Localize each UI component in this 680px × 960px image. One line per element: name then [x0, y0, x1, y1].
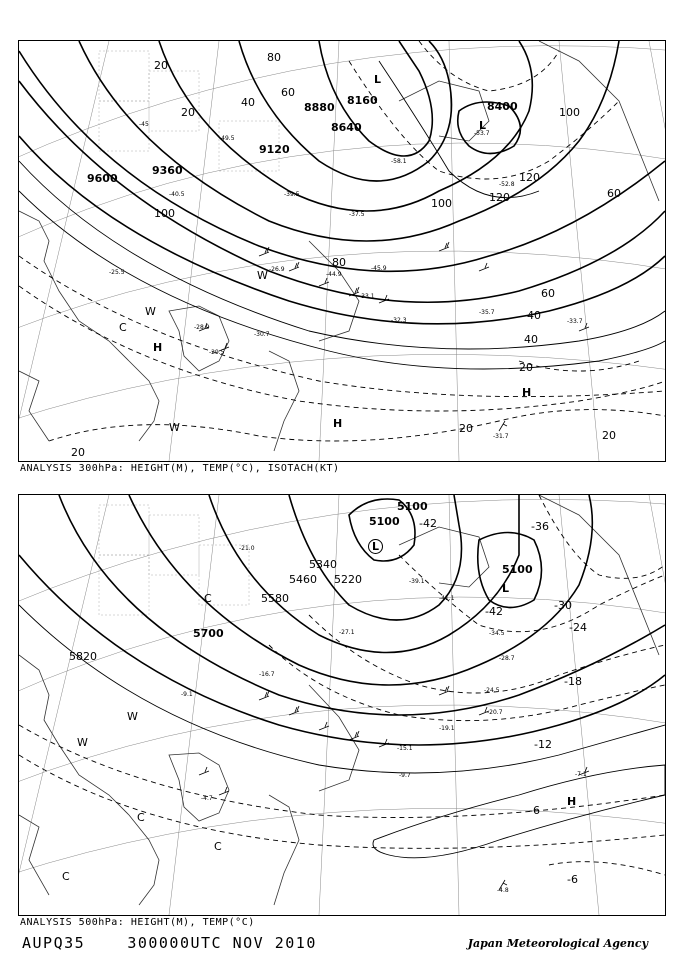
- high-center: H: [522, 386, 532, 399]
- temperature-label: -15.1: [397, 745, 413, 752]
- cold-center: C: [62, 870, 70, 883]
- temperature-label: -19.1: [439, 725, 455, 732]
- wind-barbs: [199, 686, 589, 890]
- height-label: 8400: [487, 100, 518, 113]
- temperature-label: -39.1: [409, 578, 425, 585]
- map-panel-500hpa: [18, 494, 666, 916]
- height-label: 5220: [334, 573, 362, 586]
- isotherm-label: -24: [569, 621, 587, 634]
- isotach-label: 40: [527, 309, 541, 322]
- hatch-region: [99, 505, 249, 615]
- isotach-label: 20: [154, 59, 168, 72]
- temperature-label: -45.9: [371, 265, 387, 272]
- temperature-label: -33.1: [359, 293, 375, 300]
- temperature-label: -20.7: [487, 709, 503, 716]
- panel-caption-300hpa: ANALYSIS 300hPa: HEIGHT(M), TEMP(°C), ISOTACH(KT): [20, 463, 340, 474]
- temperature-label: -16.7: [259, 671, 275, 678]
- graticule: [19, 41, 665, 461]
- isotach-label: 40: [524, 333, 538, 346]
- height-label: 9360: [152, 164, 183, 177]
- temperature-label: -21.0: [239, 545, 255, 552]
- height-label: 5100: [369, 515, 400, 528]
- isotherm-label: -12: [534, 738, 552, 751]
- height-label: 9600: [87, 172, 118, 185]
- isotach-label: 60: [607, 187, 621, 200]
- temperature-label: -9.1: [181, 691, 193, 698]
- height-label: 5460: [289, 573, 317, 586]
- height-label: 8160: [347, 94, 378, 107]
- low-center: L: [368, 539, 383, 554]
- temperature-label: -7.1: [575, 771, 587, 778]
- warm-center: W: [77, 736, 88, 749]
- temperature-label: -44.9: [326, 271, 342, 278]
- isotherm-label: -42: [419, 517, 437, 530]
- high-center: H: [333, 417, 343, 430]
- height-label: 5100: [397, 500, 428, 513]
- temperature-label: -32.3: [391, 317, 407, 324]
- height-label: 5580: [261, 592, 289, 605]
- map-300hpa-svg: [19, 41, 665, 461]
- panel-caption-500hpa: ANALYSIS 500hPa: HEIGHT(M), TEMP(°C): [20, 917, 255, 928]
- height-label: 9120: [259, 143, 290, 156]
- temperature-label: -25.5: [109, 269, 125, 276]
- temperature-label: -4.8: [497, 887, 509, 894]
- high-center: H: [153, 341, 163, 354]
- map-panel-300hpa: [18, 40, 666, 462]
- warm-center: W: [145, 305, 156, 318]
- temperature-label: -58.1: [391, 158, 407, 165]
- low-center: L: [479, 119, 487, 132]
- cold-center: C: [204, 592, 212, 605]
- isotach-label: 60: [281, 86, 295, 99]
- isotach-label: 80: [332, 256, 346, 269]
- isotach-label: 80: [267, 51, 281, 64]
- height-label: 8640: [331, 121, 362, 134]
- agency-name: Japan Meteorological Agency: [467, 937, 648, 950]
- temperature-label: -35.7: [479, 309, 495, 316]
- chart-header: [22, 934, 317, 952]
- isotach-label: 20: [181, 106, 195, 119]
- isotach-label: 100: [431, 197, 452, 210]
- height-label: 5100: [502, 563, 533, 576]
- temperature-label: -28.7: [499, 655, 515, 662]
- isotach-label: 20: [602, 429, 616, 442]
- map-500hpa-svg: [19, 495, 665, 915]
- temperature-label: -26.9: [269, 266, 285, 273]
- graticule: [19, 495, 665, 915]
- warm-center: W: [257, 269, 268, 282]
- temperature-label: -29.5: [209, 349, 225, 356]
- height-label: 5820: [69, 650, 97, 663]
- warm-center: W: [127, 710, 138, 723]
- cold-center: C: [214, 840, 222, 853]
- warm-center: W: [169, 421, 180, 434]
- temperature-label: -53.7: [474, 130, 490, 137]
- cold-center: C: [137, 811, 145, 824]
- isotach-label: 40: [241, 96, 255, 109]
- isotach-label: 100: [154, 207, 175, 220]
- isotherm-label: -42: [485, 605, 503, 618]
- temperature-label: -39.5: [284, 191, 300, 198]
- temperature-label: -34.5: [489, 630, 505, 637]
- isotach-label: 120: [519, 171, 540, 184]
- temperature-label: -40.5: [169, 191, 185, 198]
- temperature-label: -49.5: [219, 135, 235, 142]
- temperature-label: -24.5: [484, 687, 500, 694]
- height-label: 8880: [304, 101, 335, 114]
- temperature-label: -27.1: [339, 629, 355, 636]
- height-label: 5340: [309, 558, 337, 571]
- isotach-label: 120: [489, 191, 510, 204]
- temperature-label: -33.7: [567, 318, 583, 325]
- cold-center: C: [119, 321, 127, 334]
- temperature-label: -41.1: [439, 595, 455, 602]
- chart-code: AUPQ35: [22, 934, 86, 952]
- isotherm-label: -6: [567, 873, 578, 886]
- height-label: 5700: [193, 627, 224, 640]
- low-center: L: [502, 582, 510, 595]
- isotherm-label: -36: [531, 520, 549, 533]
- temperature-label: -30.7: [254, 331, 270, 338]
- isotherm-label: -6: [529, 804, 540, 817]
- valid-time: 300000UTC NOV 2010: [127, 934, 317, 952]
- temperature-label: -37.5: [349, 211, 365, 218]
- temperature-label: -45: [139, 121, 149, 128]
- isotach-label: 20: [459, 422, 473, 435]
- thin-contours: [19, 605, 665, 858]
- isotach-label: 100: [559, 106, 580, 119]
- low-center: L: [374, 73, 382, 86]
- temperature-label: -52.8: [499, 181, 515, 188]
- isotherm-label: -18: [564, 675, 582, 688]
- high-center: H: [567, 795, 577, 808]
- isotherm-label: -30: [554, 599, 572, 612]
- temperature-label: -9.7: [399, 772, 411, 779]
- temperature-label: -4.7: [201, 795, 213, 802]
- temperature-label: -31.7: [493, 433, 509, 440]
- temperature-label: -28.9: [194, 324, 210, 331]
- isotach-label: 20: [71, 446, 85, 459]
- isotach-label: 60: [541, 287, 555, 300]
- coastlines: [19, 41, 659, 451]
- isotach-label: 20: [519, 361, 533, 374]
